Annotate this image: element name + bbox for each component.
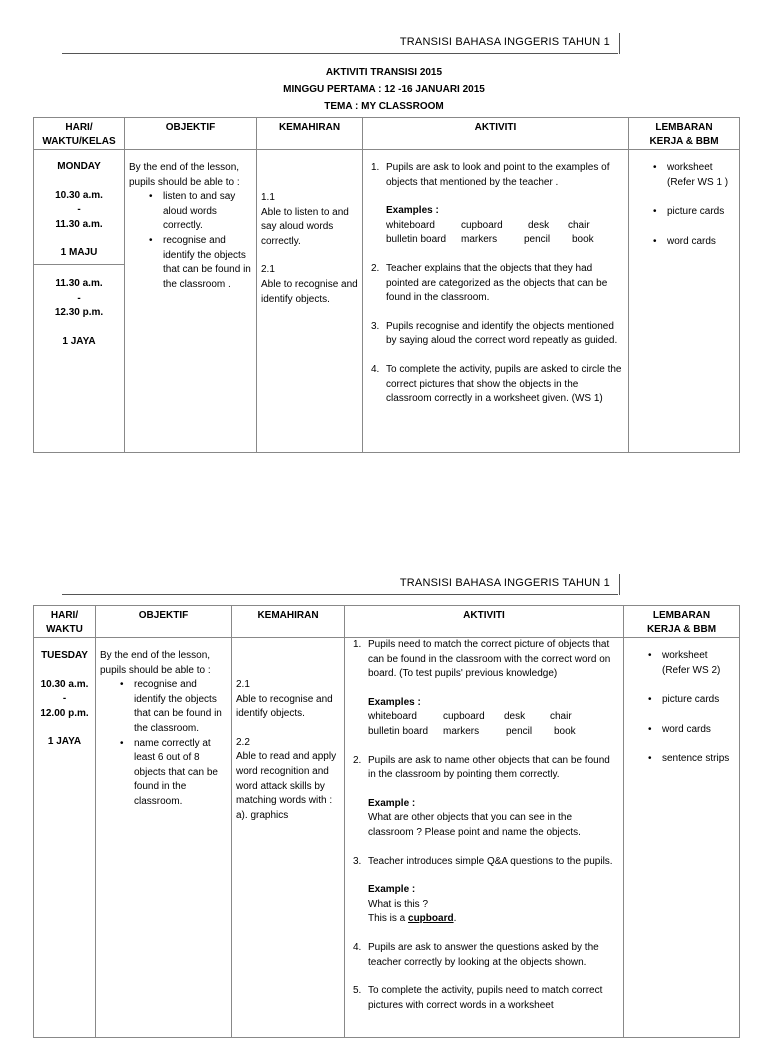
- slot2-end: 12.30 p.m.: [54, 307, 104, 319]
- list-item: • recognise and identify the objects that can be found in the classroom .: [129, 234, 252, 292]
- list-item: • listen to and say aloud words correctly.: [129, 190, 252, 234]
- list-item: 2. Pupils are ask to name other objects that can be found in the classroom by pointing them correctly. Example : What are other objects that you can see in the classroom ? Please point and name the objects.: [349, 754, 619, 841]
- running-header: [62, 574, 618, 595]
- list-item: 3. Pupils recognise and identify the objects mentioned by saying aloud the correct word repeatly as guided.: [371, 320, 618, 347]
- slot-start: 10.30 a.m.: [40, 678, 89, 690]
- time-cell: [34, 150, 125, 453]
- slot2-class: 1 JAYA: [62, 335, 96, 347]
- aktiviti-cell: [363, 150, 629, 453]
- table-header-row: [34, 606, 740, 638]
- slot2-start: 11.30 a.m.: [55, 278, 103, 289]
- slot2-dash: -: [77, 292, 81, 304]
- examples-row: whiteboard cupboard desk chair: [386, 219, 590, 231]
- objektif-cell: [96, 638, 232, 1038]
- list-item: 4. Pupils are ask to answer the questions asked by the teacher correctly by looking at the objects shown.: [353, 941, 599, 968]
- objektif-intro: By the end of the lesson, pupils should be able to :: [100, 650, 211, 676]
- examples-row: bulletin board markers pencil book: [386, 234, 594, 246]
- list-item: • sentence strips: [628, 752, 735, 767]
- running-header-text: TRANSISI BAHASA INGGERIS TAHUN 1: [399, 577, 610, 589]
- day-label: TUESDAY: [41, 650, 88, 661]
- list-item: • picture cards: [633, 205, 735, 220]
- skill-code: 1.1: [261, 192, 275, 203]
- list-item: 3. Teacher introduces simple Q&A questions to the pupils. Example : What is this ? This is a cupboard.: [349, 855, 619, 927]
- example-question: What is this ?: [368, 898, 429, 910]
- examples-label: Examples :: [368, 696, 421, 708]
- example-label: Example :: [368, 884, 416, 896]
- header-hari: HARI/ WAKTU/KELAS: [34, 118, 125, 150]
- header-kemahiran: KEMAHIRAN: [232, 606, 345, 638]
- list-item: • name correctly at least 6 out of 8 objects that can be found in the classroom.: [100, 737, 227, 810]
- running-header: [62, 33, 618, 54]
- list-item: • picture cards: [628, 693, 735, 708]
- slot1-start: 10.30 a.m.: [55, 189, 103, 201]
- list-item: 4. To complete the activity, pupils are asked to circle the correct pictures that show the objects in the classroom correctly in a worksheet given. (WS 1): [371, 363, 622, 405]
- title-activity: AKTIVITI TRANSISI 2015: [325, 67, 443, 78]
- lembaran-cell: [624, 638, 740, 1038]
- list-item: • recognise and identify the objects that can be found in the classroom.: [100, 678, 227, 736]
- skill-code: 2.2: [236, 736, 250, 748]
- answer-word: cupboard: [408, 913, 454, 925]
- slot-end: 12.00 p.m.: [40, 707, 89, 719]
- list-item: 2. Teacher explains that the objects that they had pointed are categorized as the objects that can be found in the classroom.: [371, 262, 608, 304]
- skill-text: Able to read and apply word recognition and word attack skills by matching words with : a). graphics: [236, 751, 337, 821]
- objektif-intro: By the end of the lesson, pupils should be able to :: [129, 162, 240, 188]
- list-item: • worksheet (Refer WS 1 ): [633, 161, 735, 190]
- header-lembaran: LEMBARAN KERJA & BBM: [629, 118, 740, 150]
- header-aktiviti: AKTIVITI: [345, 606, 624, 638]
- skill-code: 2.1: [261, 264, 275, 276]
- skill-text: Able to recognise and identify objects.: [236, 693, 333, 720]
- examples-row: whiteboard cupboard desk chair: [368, 711, 572, 723]
- header-hari: HARI/ WAKTU: [34, 606, 96, 638]
- lesson-table-monday: [33, 117, 740, 453]
- slot-dash: -: [62, 693, 67, 705]
- kemahiran-cell: [257, 150, 363, 453]
- header-kemahiran: KEMAHIRAN: [257, 118, 363, 150]
- header-divider: [619, 33, 620, 54]
- examples-label: Examples :: [386, 205, 439, 217]
- table-header-row: [34, 118, 740, 150]
- examples-row: bulletin board markers pencil book: [368, 725, 576, 737]
- list-item: 1. Pupils are ask to look and point to the examples of objects that mentioned by the teacher . Examples : whiteboard cupboard desk chair bulletin board markers pencil book: [367, 161, 624, 248]
- kemahiran-cell: [232, 638, 345, 1038]
- slot1-end: 11.30 a.m.: [55, 218, 103, 230]
- table-row: [34, 638, 740, 1038]
- list-item: • word cards: [628, 723, 735, 738]
- objektif-cell: [125, 150, 257, 453]
- lembaran-cell: [629, 150, 740, 453]
- header-objektif: OBJEKTIF: [125, 118, 257, 150]
- document-titles: [0, 64, 768, 115]
- day-label: MONDAY: [57, 161, 101, 172]
- table-row: [34, 150, 740, 453]
- header-aktiviti: AKTIVITI: [363, 118, 629, 150]
- title-theme: TEMA : MY CLASSROOM: [324, 101, 444, 112]
- lesson-table-tuesday: [33, 605, 740, 1038]
- slot1-dash: -: [77, 204, 81, 216]
- skill-code: 2.1: [236, 679, 250, 690]
- running-header-text: TRANSISI BAHASA INGGERIS TAHUN 1: [399, 36, 610, 48]
- aktiviti-cell: [345, 638, 624, 1038]
- skill-text: Able to listen to and say aloud words correctly.: [261, 206, 349, 247]
- title-week: MINGGU PERTAMA : 12 -16 JANUARI 2015: [283, 84, 485, 95]
- list-item: • worksheet (Refer WS 2): [628, 649, 735, 678]
- list-item: 1. Pupils need to match the correct picture of objects that can be found in the classroom with the correct word on board. (To test pupils' previous knowledge) Examples : whiteboard cupboard desk chair bulletin board markers pencil book: [349, 638, 619, 740]
- example-text: What are other objects that you can see in the classroom ? Please point and name the objects.: [368, 812, 581, 838]
- list-item: 5. To complete the activity, pupils need to match correct pictures with correct words in a worksheet: [353, 985, 603, 1011]
- header-divider: [619, 574, 620, 595]
- list-item: • word cards: [633, 235, 735, 250]
- time-cell: [34, 638, 96, 1038]
- slot-class: 1 JAYA: [47, 736, 82, 748]
- example-label: Example :: [368, 797, 416, 809]
- example-answer: This is a cupboard.: [368, 913, 457, 925]
- slot1-class: 1 MAJU: [60, 247, 98, 259]
- header-lembaran: LEMBARAN KERJA & BBM: [624, 606, 740, 638]
- header-objektif: OBJEKTIF: [96, 606, 232, 638]
- skill-text: Able to recognise and identify objects.: [261, 278, 358, 305]
